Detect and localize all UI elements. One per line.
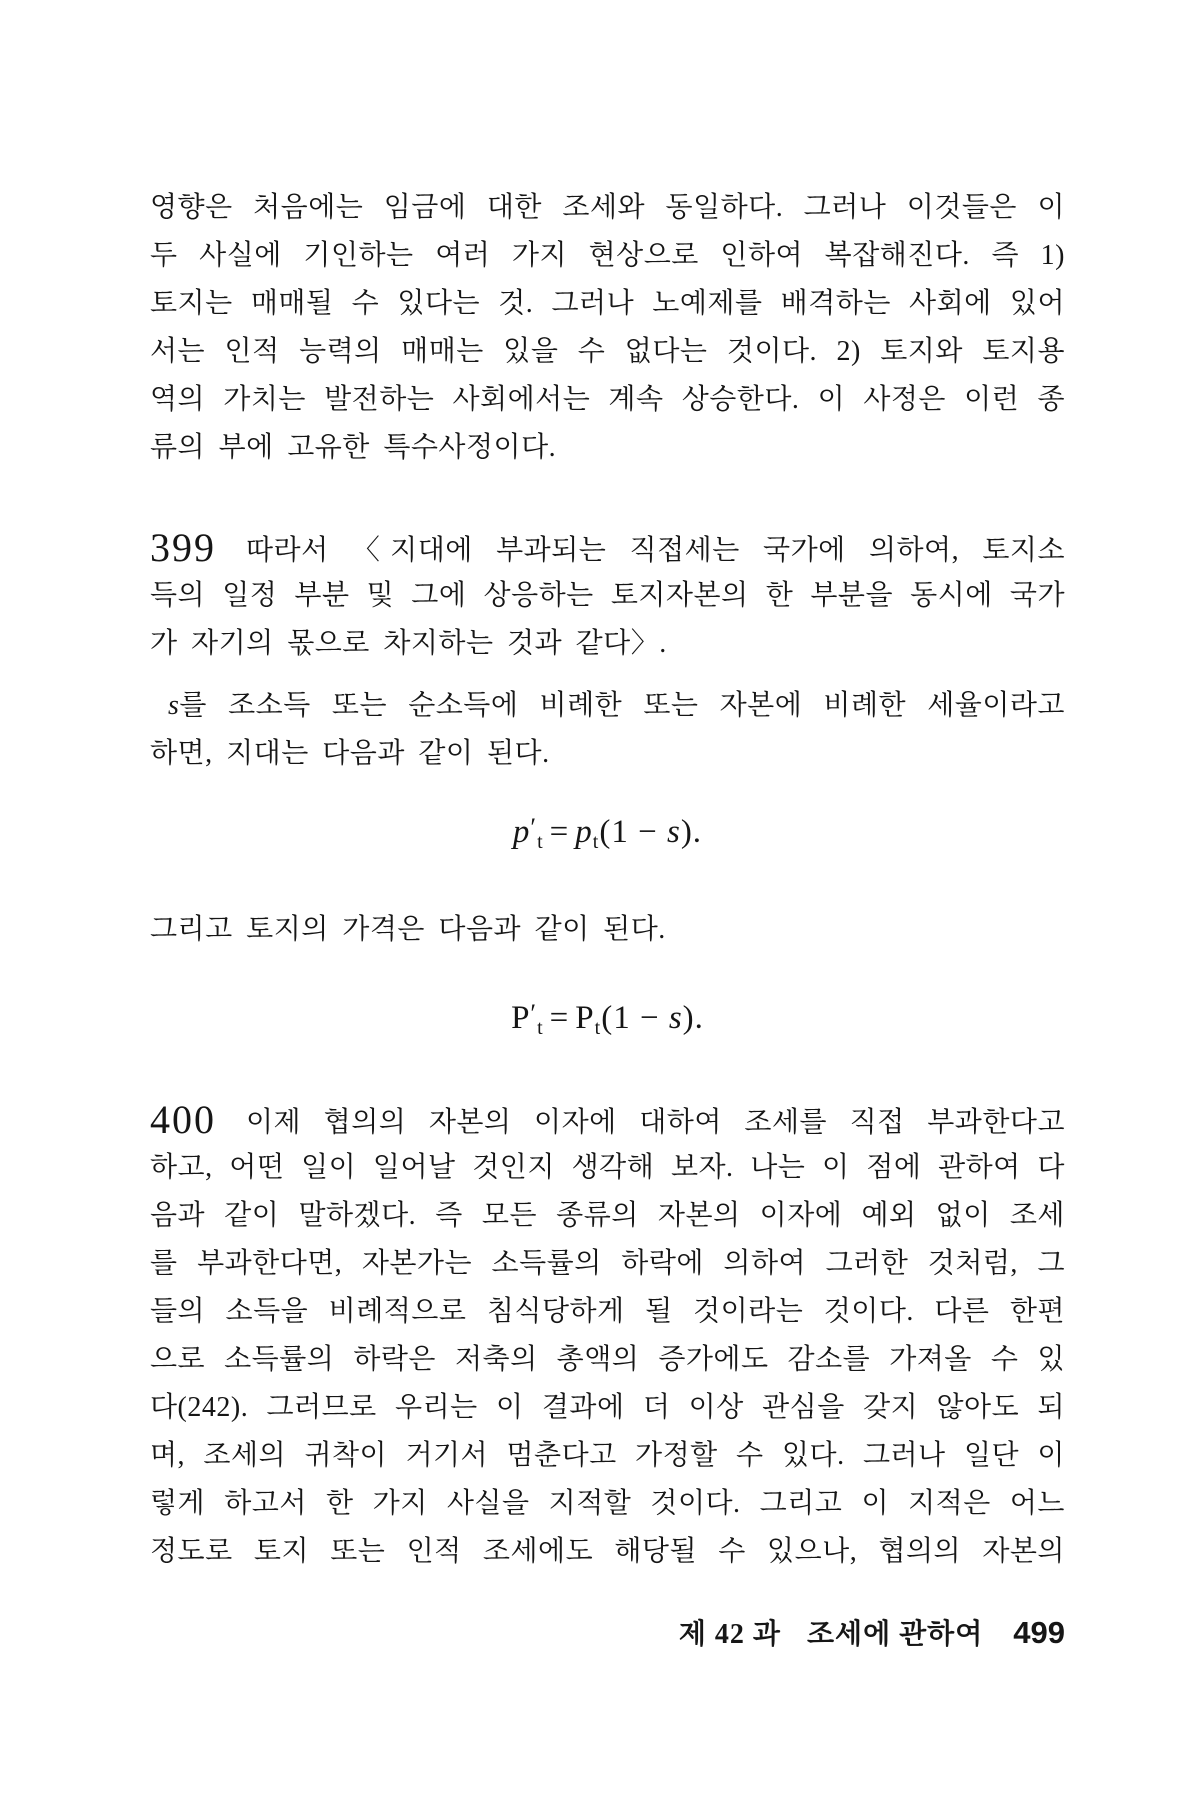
subscript-t: t	[537, 831, 544, 853]
text-line: 서는 인적 능력의 매매는 있을 수 없다는 것이다. 2) 토지와 토지용	[150, 336, 1065, 367]
formula-rent-lhs: p	[512, 814, 531, 850]
variable-s: s	[668, 1000, 683, 1036]
section-400-first-text: 이제 협의의 자본의 이자에 대하여 조세를 직접 부과한다고	[246, 1107, 1065, 1138]
variable-s: s	[168, 690, 180, 721]
text-line: 를 부과한다면, 자본가는 소득률의 하락에 의하여 그러한 것처럼, 그	[150, 1248, 1065, 1279]
text-line: 하고, 어떤 일이 일어날 것인지 생각해 보자. 나는 이 점에 관하여 다	[150, 1152, 1065, 1183]
text-line: 가 자기의 몫으로 차지하는 것과 같다〉.	[150, 628, 667, 659]
tax-rate-setup-paragraph	[150, 682, 1065, 778]
text-line	[150, 682, 1065, 730]
text-line: 류의 부에 고유한 특수사정이다.	[150, 432, 557, 463]
paren-close: ).	[682, 1000, 704, 1036]
paren-open: (1 −	[601, 1000, 669, 1036]
text-line: 으로 소득률의 하락은 저축의 총액의 증가에도 감소를 가져올 수 있	[150, 1344, 1065, 1375]
section-title: 조세에 관하여	[806, 1619, 984, 1650]
section-400-first-line	[150, 1096, 1065, 1144]
paren-close: ).	[680, 814, 703, 850]
subscript-t: t	[594, 1017, 602, 1039]
chapter-label: 제 42 과	[678, 1619, 781, 1650]
variable-s: s	[666, 814, 681, 850]
setup-line-text: 를 조소득 또는 순소득에 비례한 또는 자본에 비례한 세율이라고	[179, 690, 1065, 721]
text-line: 다(242). 그러므로 우리는 이 결과에 더 이상 관심을 갖지 않아도 되	[150, 1392, 1065, 1423]
section-399	[150, 524, 1065, 668]
formula-rent-rhs: p	[575, 814, 593, 850]
section-400-number: 400	[150, 1097, 216, 1142]
text-line: 토지는 매매될 수 있다는 것. 그러나 노예제를 배격하는 사회에 있어	[150, 288, 1065, 319]
text-line: 득의 일정 부분 및 그에 상응하는 토지자본의 한 부분을 동시에 국가	[150, 580, 1065, 611]
equals-sign: =	[549, 814, 570, 850]
text-line: 렇게 하고서 한 가지 사실을 지적할 것이다. 그리고 이 지적은 어느	[150, 1488, 1065, 1519]
section-399-number: 399	[150, 525, 216, 570]
text-line: 하면, 지대는 다음과 같이 된다.	[150, 738, 550, 769]
text-line: 두 사실에 기인하는 여러 가지 현상으로 인하여 복잡해진다. 즉 1)	[150, 240, 1065, 271]
text-line: 역의 가치는 발전하는 사회에서는 계속 상승한다. 이 사정은 이런 종	[150, 384, 1065, 415]
subscript-t: t	[537, 1017, 544, 1039]
prime-mark: ′	[530, 999, 538, 1028]
section-399-first-line	[150, 524, 1065, 572]
paragraph-intro	[150, 184, 1065, 472]
text-line: 그리고 토지의 가격은 다음과 같이 된다.	[150, 914, 666, 945]
prime-mark: ′	[530, 813, 538, 842]
text-line: 며, 조세의 귀착이 거기서 멈춘다고 가정할 수 있다. 그러나 일단 이	[150, 1440, 1065, 1471]
section-399-first-text: 따라서 〈지대에 부과되는 직접세는 국가에 의하여, 토지소	[246, 535, 1065, 566]
text-line: 음과 같이 말하겠다. 즉 모든 종류의 자본의 이자에 예외 없이 조세	[150, 1200, 1065, 1231]
text-line: 들의 소득을 비례적으로 침식당하게 될 것이라는 것이다. 다른 한편	[150, 1296, 1065, 1327]
paren-open: (1 −	[599, 814, 667, 850]
equals-sign: =	[549, 1000, 570, 1036]
formula-price-rhs: P	[575, 1000, 595, 1036]
formula-rent	[150, 798, 1065, 858]
text-line: 영향은 처음에는 임금에 대한 조세와 동일하다. 그러나 이것들은 이	[150, 192, 1065, 223]
running-footer	[150, 1609, 1065, 1657]
formula-price-lhs: P	[511, 1000, 531, 1036]
section-400	[150, 1096, 1065, 1576]
text-line: 정도로 토지 또는 인적 조세에도 해당될 수 있으나, 협의의 자본의	[150, 1536, 1065, 1567]
page-number: 499	[1013, 1615, 1065, 1650]
formula-land-price	[150, 984, 1065, 1044]
subscript-t: t	[592, 831, 600, 853]
land-price-intro	[150, 906, 1065, 954]
